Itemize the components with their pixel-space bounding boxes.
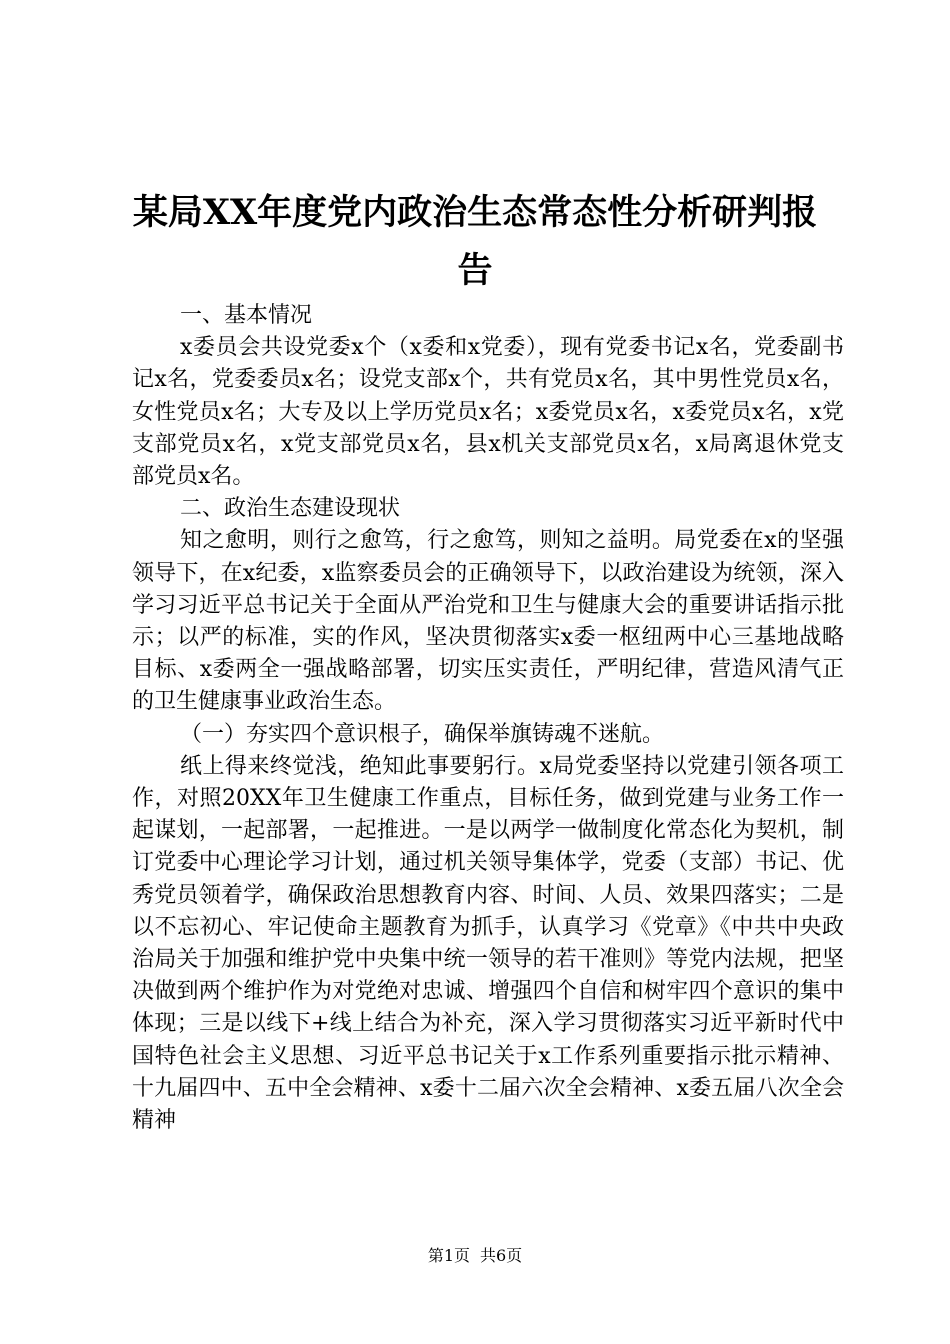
section-heading-status: 二、政治生态建设现状 [180,496,401,522]
paragraph-status: 知之愈明，则行之愈笃，行之愈笃，则知之益明。局党委在x的坚强领导下，在x纪委，x监察委员会的正确领导下，以政治建设为统领，深入学习习近平总书记关于全面从严治党和卫生与健康大会的重要讲话指示批示；以严的标准，实的作风，坚决贯彻落实x委一枢纽两中心三基地战略目标、x委两全一强战略部署，切实压实责任，严明纪律，营造风清气正的卫生健康事业政治生态。 [132,528,844,715]
paragraph-subsection-1: 纸上得来终觉浅，绝知此事要躬行。x局党委坚持以党建引领各项工作，对照20XX年卫生健康工作重点，目标任务，做到党建与业务工作一起谋划，一起部署，一起推进。一是以两学一做制度化常态化为契机，制订党委中心理论学习计划，通过机关领导集体学，党委（支部）书记、优秀党员领着学，确保政治思想教育内容、时间、人员、效果四落实；二是以不忘初心、牢记使命主题教育为抓手，认真学习《党章》《中共中央政治局关于加强和维护党中央集中统一领导的若干准则》等党内法规，把坚决做到两个维护作为对党绝对忠诚、增强四个自信和树牢四个意识的集中体现；三是以线下+线上结合为补充，深入学习贯彻落实习近平新时代中国特色社会主义思想、习近平总书记关于x工作系列重要指示批示精神、十九届四中、五中全会精神、x委十二届六次全会精神、x委五届八次全会精神 [132,753,844,1134]
page-footer [0,1246,950,1266]
page-number: 第1页 [427,1246,470,1265]
subsection-heading-1: （一）夯实四个意识根子，确保举旗铸魂不迷航。 [180,721,665,747]
document-title: 某局XX年度党内政治生态常态性分析研判报告 [132,192,818,291]
document-body [132,300,844,1137]
page-total: 共6页 [480,1246,523,1265]
paragraph-basic-info: x委员会共设党委x个（x委和x党委），现有党委书记x名，党委副书记x名，党委委员x名；设党支部x个，共有党员x名，其中男性党员x名，女性党员x名；大专及以上学历党员x名；x委党员x名，x委党员x名，x党支部党员x名，x党支部党员x名，县x机关支部党员x名，x局离退休党支部党员x名。 [132,335,844,490]
section-heading-basic: 一、基本情况 [180,303,313,328]
